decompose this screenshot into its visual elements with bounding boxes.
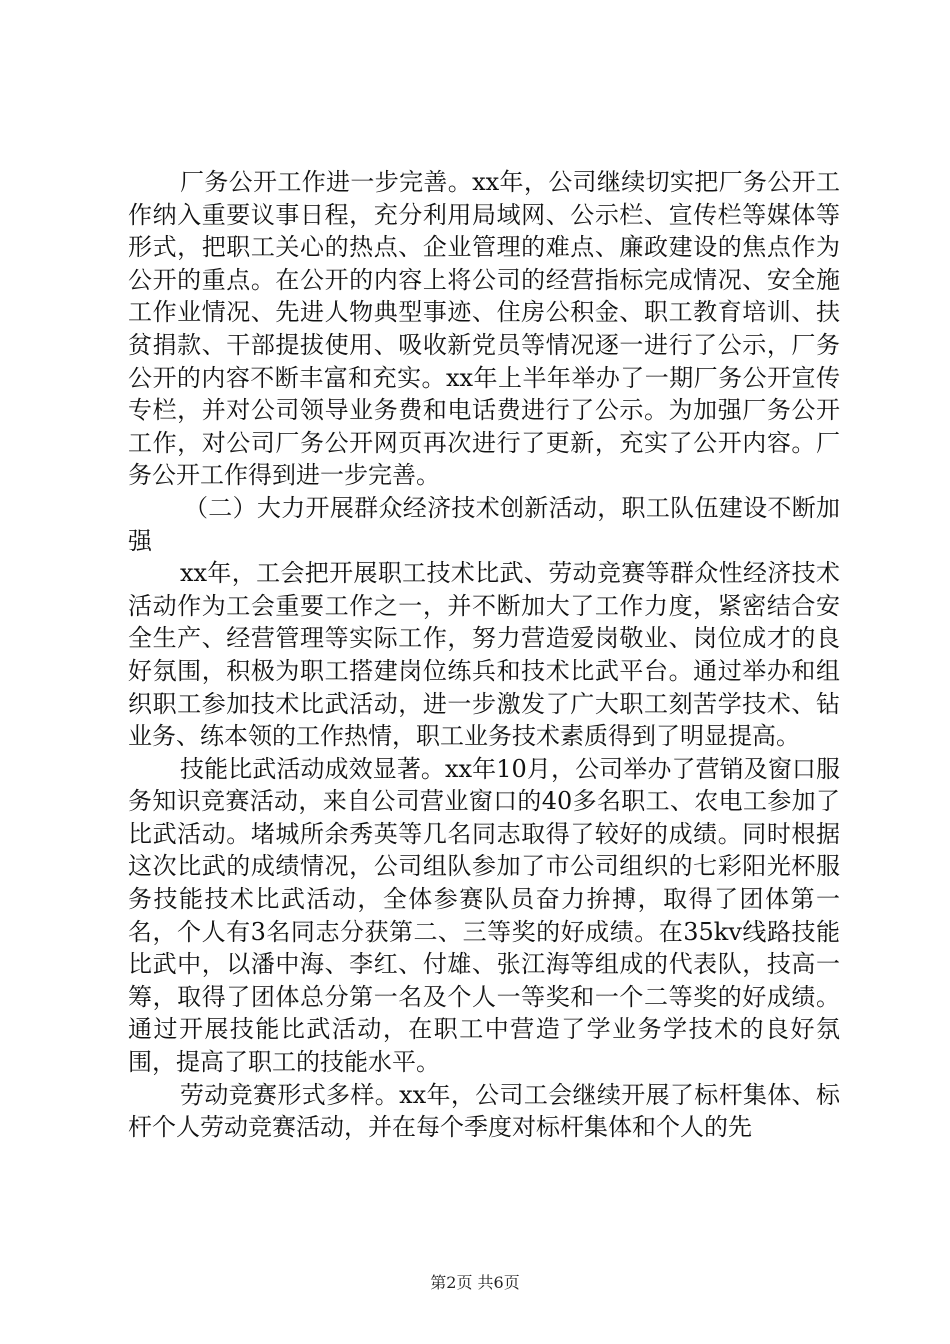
page-number-footer: 第2页 共6页 xyxy=(430,1273,520,1292)
paragraph-skill-competition: 技能比武活动成效显著。xx年10月，公司举办了营销及窗口服务知识竞赛活动，来自公司营业窗口的40多名职工、农电工参加了比武活动。堵城所余秀英等几名同志取得了较好的成绩。同时根据这次比武的成绩情况，公司组队参加了市公司组织的七彩阳光杯服务技能技术比武活动，全体参赛队员奋力拚搏，取得了团体第一名，个人有3名同志分获第二、三等奖的好成绩。在35kv线路技能比武中，以潘中海、李红、付雄、张江海等组成的代表队，技高一筹，取得了团体总分第一名及个人一等奖和一个二等奖的好成绩。通过开展技能比武活动，在职工中营造了学业务学技术的良好氛围，提高了职工的技能水平。 xyxy=(128,754,840,1077)
paragraph-labor-contest: 劳动竞赛形式多样。xx年，公司工会继续开展了标杆集体、标杆个人劳动竞赛活动，并在每个季度对标杆集体和个人的先 xyxy=(128,1080,840,1142)
paragraph-union-activities: xx年，工会把开展职工技术比武、劳动竞赛等群众性经济技术活动作为工会重要工作之一，并不断加大了工作力度，紧密结合安全生产、经营管理等实际工作，努力营造爱岗敬业、岗位成才的良好氛围，积极为职工搭建岗位练兵和技术比武平台。通过举办和组织职工参加技术比武活动，进一步激发了广大职工刻苦学技术、钻业务、练本领的工作热情，职工业务技术素质得到了明显提高。 xyxy=(128,559,840,751)
paragraph-factory-affairs: 厂务公开工作进一步完善。xx年，公司继续切实把厂务公开工作纳入重要议事日程，充分利用局域网、公示栏、宣传栏等媒体等形式，把职工关心的热点、企业管理的难点、廉政建设的焦点作为公开的重点。在公开的内容上将公司的经营指标完成情况、安全施工作业情况、先进人物典型事迹、住房公积金、职工教育培训、扶贫捐款、干部提拔使用、吸收新党员等情况逐一进行了公示，厂务公开的内容不断丰富和充实。xx年上半年举办了一期厂务公开宣传专栏，并对公司领导业务费和电话费进行了公示。为加强厂务公开工作，对公司厂务公开网页再次进行了更新，充实了公开内容。厂务公开工作得到进一步完善。 xyxy=(128,168,840,490)
section-heading-2: （二）大力开展群众经济技术创新活动，职工队伍建设不断加强 xyxy=(128,493,840,555)
document-body xyxy=(128,166,840,1144)
